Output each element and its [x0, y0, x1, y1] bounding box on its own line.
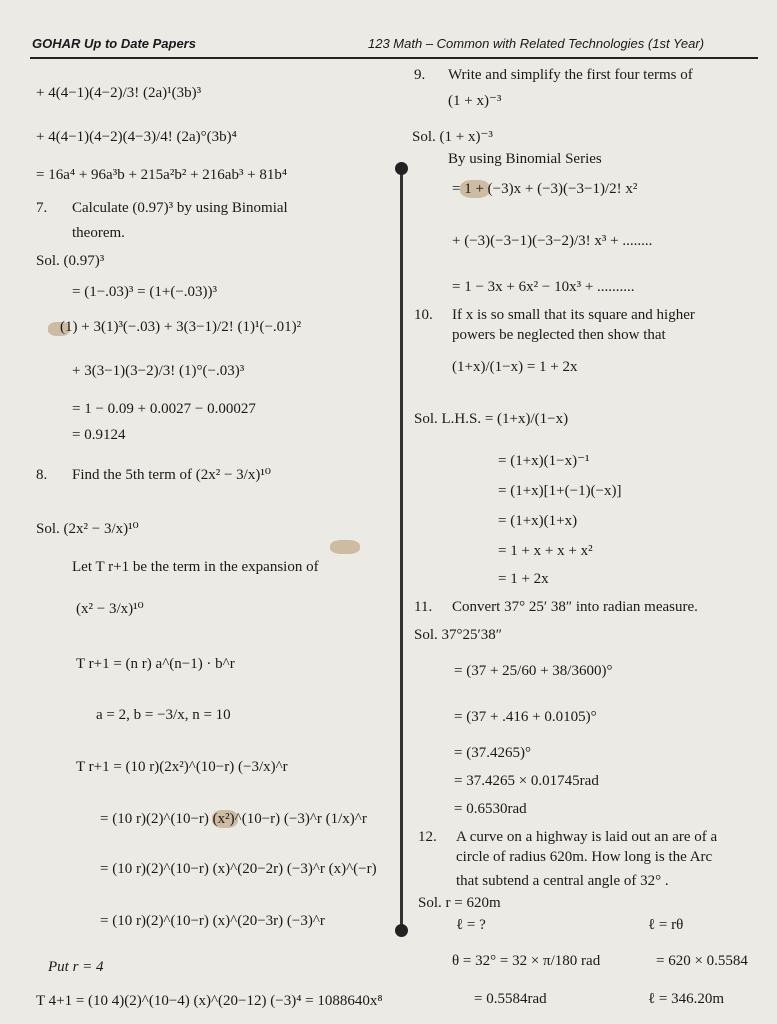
- q10-sol-3: = (1+x)[1+(−1)(−x)]: [498, 483, 622, 499]
- q11-text: Convert 37° 25′ 38″ into radian measure.: [452, 599, 698, 615]
- q8-sol-11: T 4+1 = (10 4)(2)^(10−4) (x)^(20−12) (−3)⁴ = 1088640x⁸: [36, 993, 383, 1009]
- q8-sol-2: Let T r+1 be the term in the expansion of: [72, 559, 319, 575]
- q11-sol-6: = 0.6530rad: [454, 801, 527, 817]
- q12-sol-4: θ = 32° = 32 × π/180 rad: [452, 953, 601, 969]
- q8-sol-3: (x² − 3/x)¹⁰: [76, 601, 144, 617]
- q10-text-2: powers be neglected then show that: [452, 327, 666, 343]
- q8-sol-4: T r+1 = (n r) a^(n−1) · b^r: [76, 656, 235, 672]
- q9-sol-4: + (−3)(−3−1)(−3−2)/3! x³ + ........: [452, 233, 653, 249]
- q12-sol-6: = 0.5584rad: [474, 991, 547, 1007]
- q8-sol-5: a = 2, b = −3/x, n = 10: [96, 707, 231, 723]
- q10-sol-1: Sol. L.H.S. = (1+x)/(1−x): [414, 411, 569, 427]
- q9-sol-2: By using Binomial Series: [448, 151, 602, 167]
- q11-number: 11.: [414, 599, 433, 615]
- q12-text-3: that subtend a central angle of 32° .: [456, 873, 669, 889]
- q7-text: Calculate (0.97)³ by using Binomial: [72, 200, 288, 216]
- q12-sol-5: = 620 × 0.5584: [656, 953, 748, 969]
- q7-sol-4: + 3(3−1)(3−2)/3! (1)°(−.03)³: [72, 363, 245, 379]
- q11-sol-5: = 37.4265 × 0.01745rad: [454, 773, 599, 789]
- q12-text-2: circle of radius 620m. How long is the Arc: [456, 849, 713, 865]
- expansion-line-1: + 4(4−1)(4−2)/3! (2a)¹(3b)³: [36, 85, 202, 101]
- q8-sol-9: = (10 r)(2)^(10−r) (x)^(20−3r) (−3)^r: [100, 913, 325, 929]
- q11-sol-1: Sol. 37°25′38″: [414, 627, 503, 643]
- q11-sol-3: = (37 + .416 + 0.0105)°: [454, 709, 597, 725]
- q10-sol-5: = 1 + x + x + x²: [498, 543, 593, 559]
- q7-sol-1: Sol. (0.97)³: [36, 253, 105, 269]
- q12-sol-2: ℓ = ?: [456, 917, 486, 933]
- q8-text: Find the 5th term of (2x² − 3/x)¹⁰: [72, 467, 271, 483]
- divider-bottom-dot: [395, 924, 408, 937]
- q7-sol-2: = (1−.03)³ = (1+(−.03))³: [72, 284, 218, 300]
- q7-sol-3: (1) + 3(1)³(−.03) + 3(3−1)/2! (1)¹(−.01)²: [60, 319, 302, 335]
- q9-number: 9.: [414, 67, 426, 83]
- q8-sol-1: Sol. (2x² − 3/x)¹⁰: [36, 521, 139, 537]
- expansion-result: = 16a⁴ + 96a³b + 215a²b² + 216ab³ + 81b⁴: [36, 167, 288, 183]
- q7-sol-6: = 0.9124: [72, 427, 126, 443]
- q9-sol-3: = 1 + (−3)x + (−3)(−3−1)/2! x²: [452, 181, 638, 197]
- q9-sol-5: = 1 − 3x + 6x² − 10x³ + ..........: [452, 279, 635, 295]
- header-rule: [30, 57, 758, 59]
- q8-sol-8: = (10 r)(2)^(10−r) (x)^(20−2r) (−3)^r (x)^(−r): [100, 861, 377, 877]
- divider-top-dot: [395, 162, 408, 175]
- q10-text-3: (1+x)/(1−x) = 1 + 2x: [452, 359, 578, 375]
- q9-text-2: (1 + x)⁻³: [448, 93, 502, 109]
- q12-number: 12.: [418, 829, 437, 845]
- q8-sol-7: = (10 r)(2)^(10−r) (x²)^(10−r) (−3)^r (1/x)^r: [100, 811, 367, 827]
- q7-number: 7.: [36, 200, 48, 216]
- q11-sol-4: = (37.4265)°: [454, 745, 531, 761]
- q10-number: 10.: [414, 307, 433, 323]
- q10-sol-4: = (1+x)(1+x): [498, 513, 578, 529]
- q9-sol-1: Sol. (1 + x)⁻³: [412, 129, 493, 145]
- q7-text-2: theorem.: [72, 225, 125, 241]
- expansion-line-2: + 4(4−1)(4−2)(4−3)/4! (2a)°(3b)⁴: [36, 129, 237, 145]
- q12-text: A curve on a highway is laid out an are of a: [456, 829, 718, 845]
- header-right: 123 Math – Common with Related Technologies (1st Year): [368, 36, 705, 51]
- q8-sol-6: T r+1 = (10 r)(2x²)^(10−r) (−3/x)^r: [76, 759, 288, 775]
- q8-sol-10: Put r = 4: [48, 959, 104, 975]
- q12-sol-3: ℓ = rθ: [648, 917, 684, 933]
- column-divider: [400, 168, 403, 930]
- q11-sol-2: = (37 + 25/60 + 38/3600)°: [454, 663, 613, 679]
- stain: [330, 540, 360, 554]
- q12-sol-7: ℓ = 346.20m: [648, 991, 725, 1007]
- q10-text: If x is so small that its square and higher: [452, 307, 695, 323]
- q10-sol-2: = (1+x)(1−x)⁻¹: [498, 453, 590, 469]
- q10-sol-6: = 1 + 2x: [498, 571, 549, 587]
- q12-sol-1: Sol. r = 620m: [418, 895, 501, 911]
- q8-number: 8.: [36, 467, 48, 483]
- q7-sol-5: = 1 − 0.09 + 0.0027 − 0.00027: [72, 401, 256, 417]
- q9-text: Write and simplify the first four terms of: [448, 67, 693, 83]
- header-left: GOHAR Up to Date Papers: [32, 36, 196, 51]
